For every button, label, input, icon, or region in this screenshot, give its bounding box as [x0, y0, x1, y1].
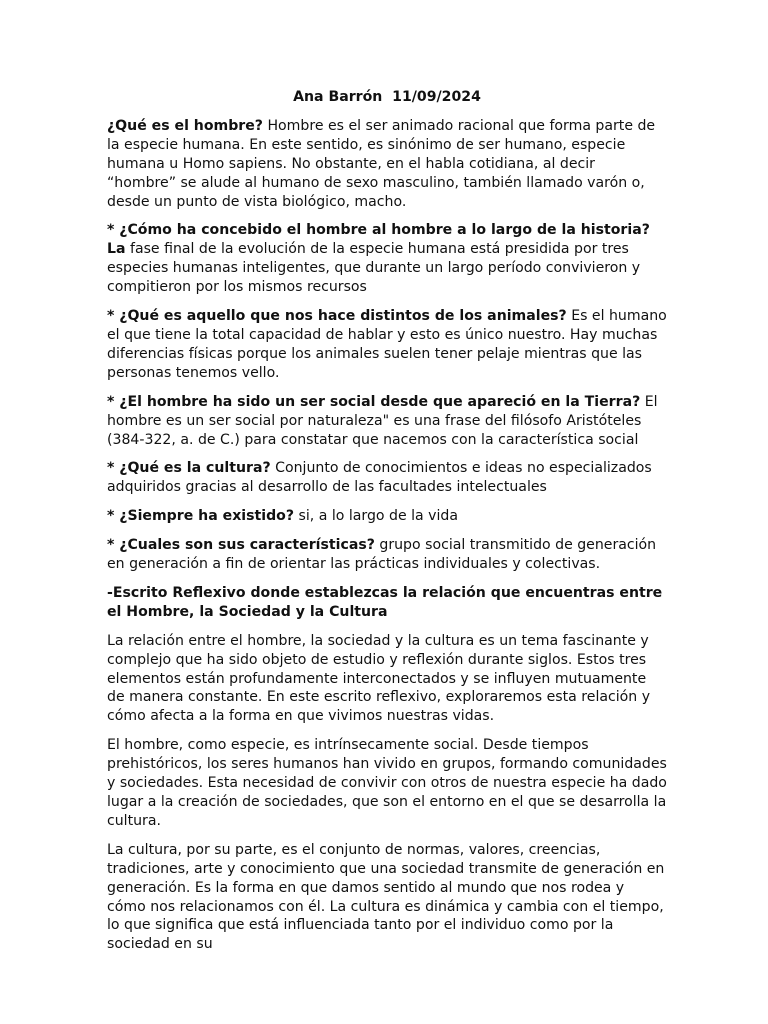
- question-text: * ¿Qué es aquello que nos hace distintos de los animales?: [107, 308, 567, 325]
- question-text: * ¿Cuales son sus características?: [107, 537, 375, 554]
- question-block: [107, 459, 667, 497]
- body-paragraph: El hombre, como especie, es intrínsecamente social. Desde tiempos prehistóricos, los seres humanos han vivido en grupos, formando comunidades y sociedades. Esta necesidad de convivir con otros de nuestra especie ha dado lugar a la creación de sociedades, que son el entorno en el que se desarrolla la cultura.: [107, 737, 667, 829]
- answer-text: Conjunto de conocimientos e ideas no especializados adquiridos gracias al desarrollo de las facultades intelectuales: [107, 460, 652, 496]
- body-paragraph: La cultura, por su parte, es el conjunto de normas, valores, creencias, tradiciones, arte y conocimiento que una sociedad transmite de generación en generación. Es la forma en que damos sentido al mundo que nos rodea y cómo nos relacionamos con él. La cultura es dinámica y cambia con el tiempo, lo que significa que está influenciada tanto por el individuo como por la sociedad en su: [107, 841, 665, 953]
- question-text: ¿Qué es el hombre?: [107, 117, 263, 134]
- question-block: [107, 536, 667, 574]
- document-header: [107, 88, 667, 107]
- header-separator: [382, 89, 392, 105]
- answer-text: si, a lo largo de la vida: [294, 508, 458, 525]
- question-block: [107, 507, 667, 526]
- answer-text: Es el humano el que tiene la total capacidad de hablar y esto es único nuestro. Hay muchas diferencias físicas porque los animales suelen tener pelaje mientras que las personas tenemos vello.: [107, 308, 667, 381]
- document-date: 11/09/2024: [392, 89, 481, 105]
- question-block: [107, 117, 667, 212]
- answer-text: Hombre es el ser animado racional que forma parte de la especie humana. En este sentido, es sinónimo de ser humano, especie humana u Homo sapiens. No obstante, en el habla cotidiana, al decir “hombre” se alude al humano de sexo masculino, también llamado varón o, desde un punto de vista biológico, macho.: [107, 117, 656, 210]
- document-page: [107, 88, 667, 964]
- question-block: [107, 221, 667, 297]
- question-block: [107, 393, 667, 450]
- question-text: * ¿Cómo ha concebido el hombre al hombre a lo largo de la historia? La: [107, 222, 650, 258]
- question-text: * ¿Siempre ha existido?: [107, 508, 295, 525]
- author-name: Ana Barrón: [293, 89, 383, 105]
- answer-text: grupo social transmitido de generación en generación a fin de orientar las prácticas individuales y colectivas.: [107, 537, 657, 573]
- answer-text: fase final de la evolución de la especie humana está presidida por tres especies humanas inteligentes, que durante un largo período convivieron y compitieron por los mismos recursos: [107, 241, 641, 296]
- section-title: -Escrito Reflexivo donde establezcas la relación que encuentras entre el Hombre, la Sociedad y la Cultura: [107, 584, 663, 620]
- question-block: [107, 307, 667, 383]
- question-text: * ¿El hombre ha sido un ser social desde que apareció en la Tierra?: [107, 393, 641, 410]
- question-text: * ¿Qué es la cultura?: [107, 460, 271, 477]
- answer-text: El hombre es un ser social por naturaleza" es una frase del filósofo Aristóteles (384-322, a. de C.) para constatar que nacemos con la característica social: [107, 393, 658, 448]
- body-paragraph: La relación entre el hombre, la sociedad y la cultura es un tema fascinante y complejo que ha sido objeto de estudio y reflexión durante siglos. Estos tres elementos están profundamente interconectados y se influyen mutuamente de manera constante. En este escrito reflexivo, exploraremos esta relación y cómo afecta a la forma en que vivimos nuestras vidas.: [107, 632, 651, 725]
